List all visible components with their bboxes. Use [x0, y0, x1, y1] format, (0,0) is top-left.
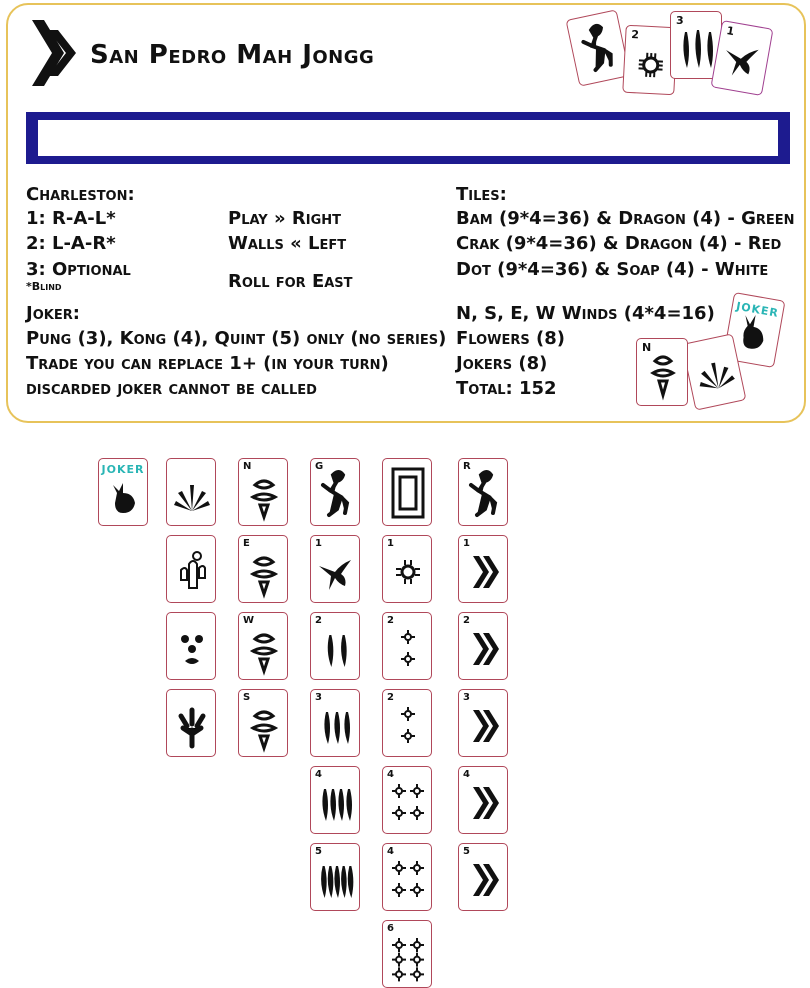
dot-tile — [382, 612, 432, 680]
charleston-line-2: 2: L-A-R* — [26, 231, 116, 256]
bam-tile — [310, 843, 360, 911]
crak-tile — [458, 766, 508, 834]
joker-label: JOKER — [99, 463, 147, 476]
tiles-line-7: Total: 152 — [456, 376, 557, 401]
crak-tile — [458, 535, 508, 603]
tiles-line-3: Dot (9*4=36) & Soap (4) - White — [456, 257, 768, 282]
tile-label: 6 — [387, 923, 394, 934]
tile-label: G — [315, 461, 323, 472]
wind-tile — [238, 535, 288, 603]
joker-heading: Joker: — [26, 301, 80, 326]
tile-label: 4 — [315, 769, 322, 780]
tiles-heading: Tiles: — [456, 182, 507, 207]
tile-label: 1 — [387, 538, 394, 549]
charleston-line-1: 1: R-A-L* — [26, 206, 116, 231]
wind-tile — [238, 689, 288, 757]
charleston-heading: Charleston: — [26, 182, 135, 207]
header-tile-north: N — [636, 338, 688, 406]
banner-bar — [26, 112, 790, 164]
tile-label: 1 — [315, 538, 322, 549]
tiles-line-6: Jokers (8) — [456, 351, 547, 376]
tile-label: E — [243, 538, 250, 549]
header-tile-dot-2: 2 — [622, 25, 677, 96]
tile-label: 5 — [463, 846, 470, 857]
joker-line-2: Trade you can replace 1+ (in your turn) — [26, 351, 389, 376]
joker-line-3: discarded joker cannot be called — [26, 376, 317, 401]
crak-tile — [458, 689, 508, 757]
tile-label: W — [243, 615, 254, 626]
tile-label: 4 — [463, 769, 470, 780]
dot-tile — [382, 535, 432, 603]
tile-label: 2 — [315, 615, 322, 626]
tile-label: R — [463, 461, 471, 472]
joker-tile — [98, 458, 148, 526]
dot-tile — [382, 766, 432, 834]
crak-tile — [458, 843, 508, 911]
flower-tile — [166, 535, 216, 603]
chevron-logo-icon — [30, 18, 82, 88]
tile-label: 5 — [315, 846, 322, 857]
play-line-2: Walls « Left — [228, 231, 346, 256]
bam-tile — [310, 535, 360, 603]
dot-tile — [382, 920, 432, 988]
play-line-3: Roll for East — [228, 269, 353, 294]
bam-tile — [310, 689, 360, 757]
page-title: San Pedro Mah Jongg — [90, 40, 374, 70]
dot-tile — [382, 843, 432, 911]
bam-tile — [310, 612, 360, 680]
bam-tile — [310, 766, 360, 834]
wind-tile — [238, 612, 288, 680]
tile-label: S — [243, 692, 250, 703]
tiles-line-2: Crak (9*4=36) & Dragon (4) - Red — [456, 231, 781, 256]
tile-label: 4 — [387, 846, 394, 857]
tile-label: 2 — [463, 615, 470, 626]
tile-label: 1 — [463, 538, 470, 549]
north-wind-icon — [637, 339, 688, 406]
wind-tile — [238, 458, 288, 526]
tile-label: 3 — [315, 692, 322, 703]
tiles-line-5: Flowers (8) — [456, 326, 565, 351]
tile-label: 2 — [387, 615, 394, 626]
tiles-line-1: Bam (9*4=36) & Dragon (4) - Green — [456, 206, 795, 231]
crak-tile — [458, 458, 508, 526]
tile-label: 2 — [387, 692, 394, 703]
blind-note: *Blind — [26, 281, 62, 293]
tile-label: N — [243, 461, 251, 472]
play-line-1: Play » Right — [228, 206, 341, 231]
header-tile-bam-3: 3 — [670, 11, 722, 79]
tiles-line-4: N, S, E, W Winds (4*4=16) — [456, 301, 715, 326]
charleston-line-3: 3: Optional — [26, 257, 131, 282]
tile-label: 3 — [463, 692, 470, 703]
soap-tile — [382, 458, 432, 526]
flower-tile — [166, 458, 216, 526]
joker-line-1: Pung (3), Kong (4), Quint (5) only (no series) — [26, 326, 446, 351]
tile-label: 4 — [387, 769, 394, 780]
crak-tile — [458, 612, 508, 680]
dot-tile — [382, 689, 432, 757]
flower-tile — [166, 612, 216, 680]
flower-tile — [166, 689, 216, 757]
header-tile-bird-1: 1 — [710, 20, 773, 96]
bam-tile — [310, 458, 360, 526]
header-tile-joker: JOKER — [722, 292, 785, 368]
